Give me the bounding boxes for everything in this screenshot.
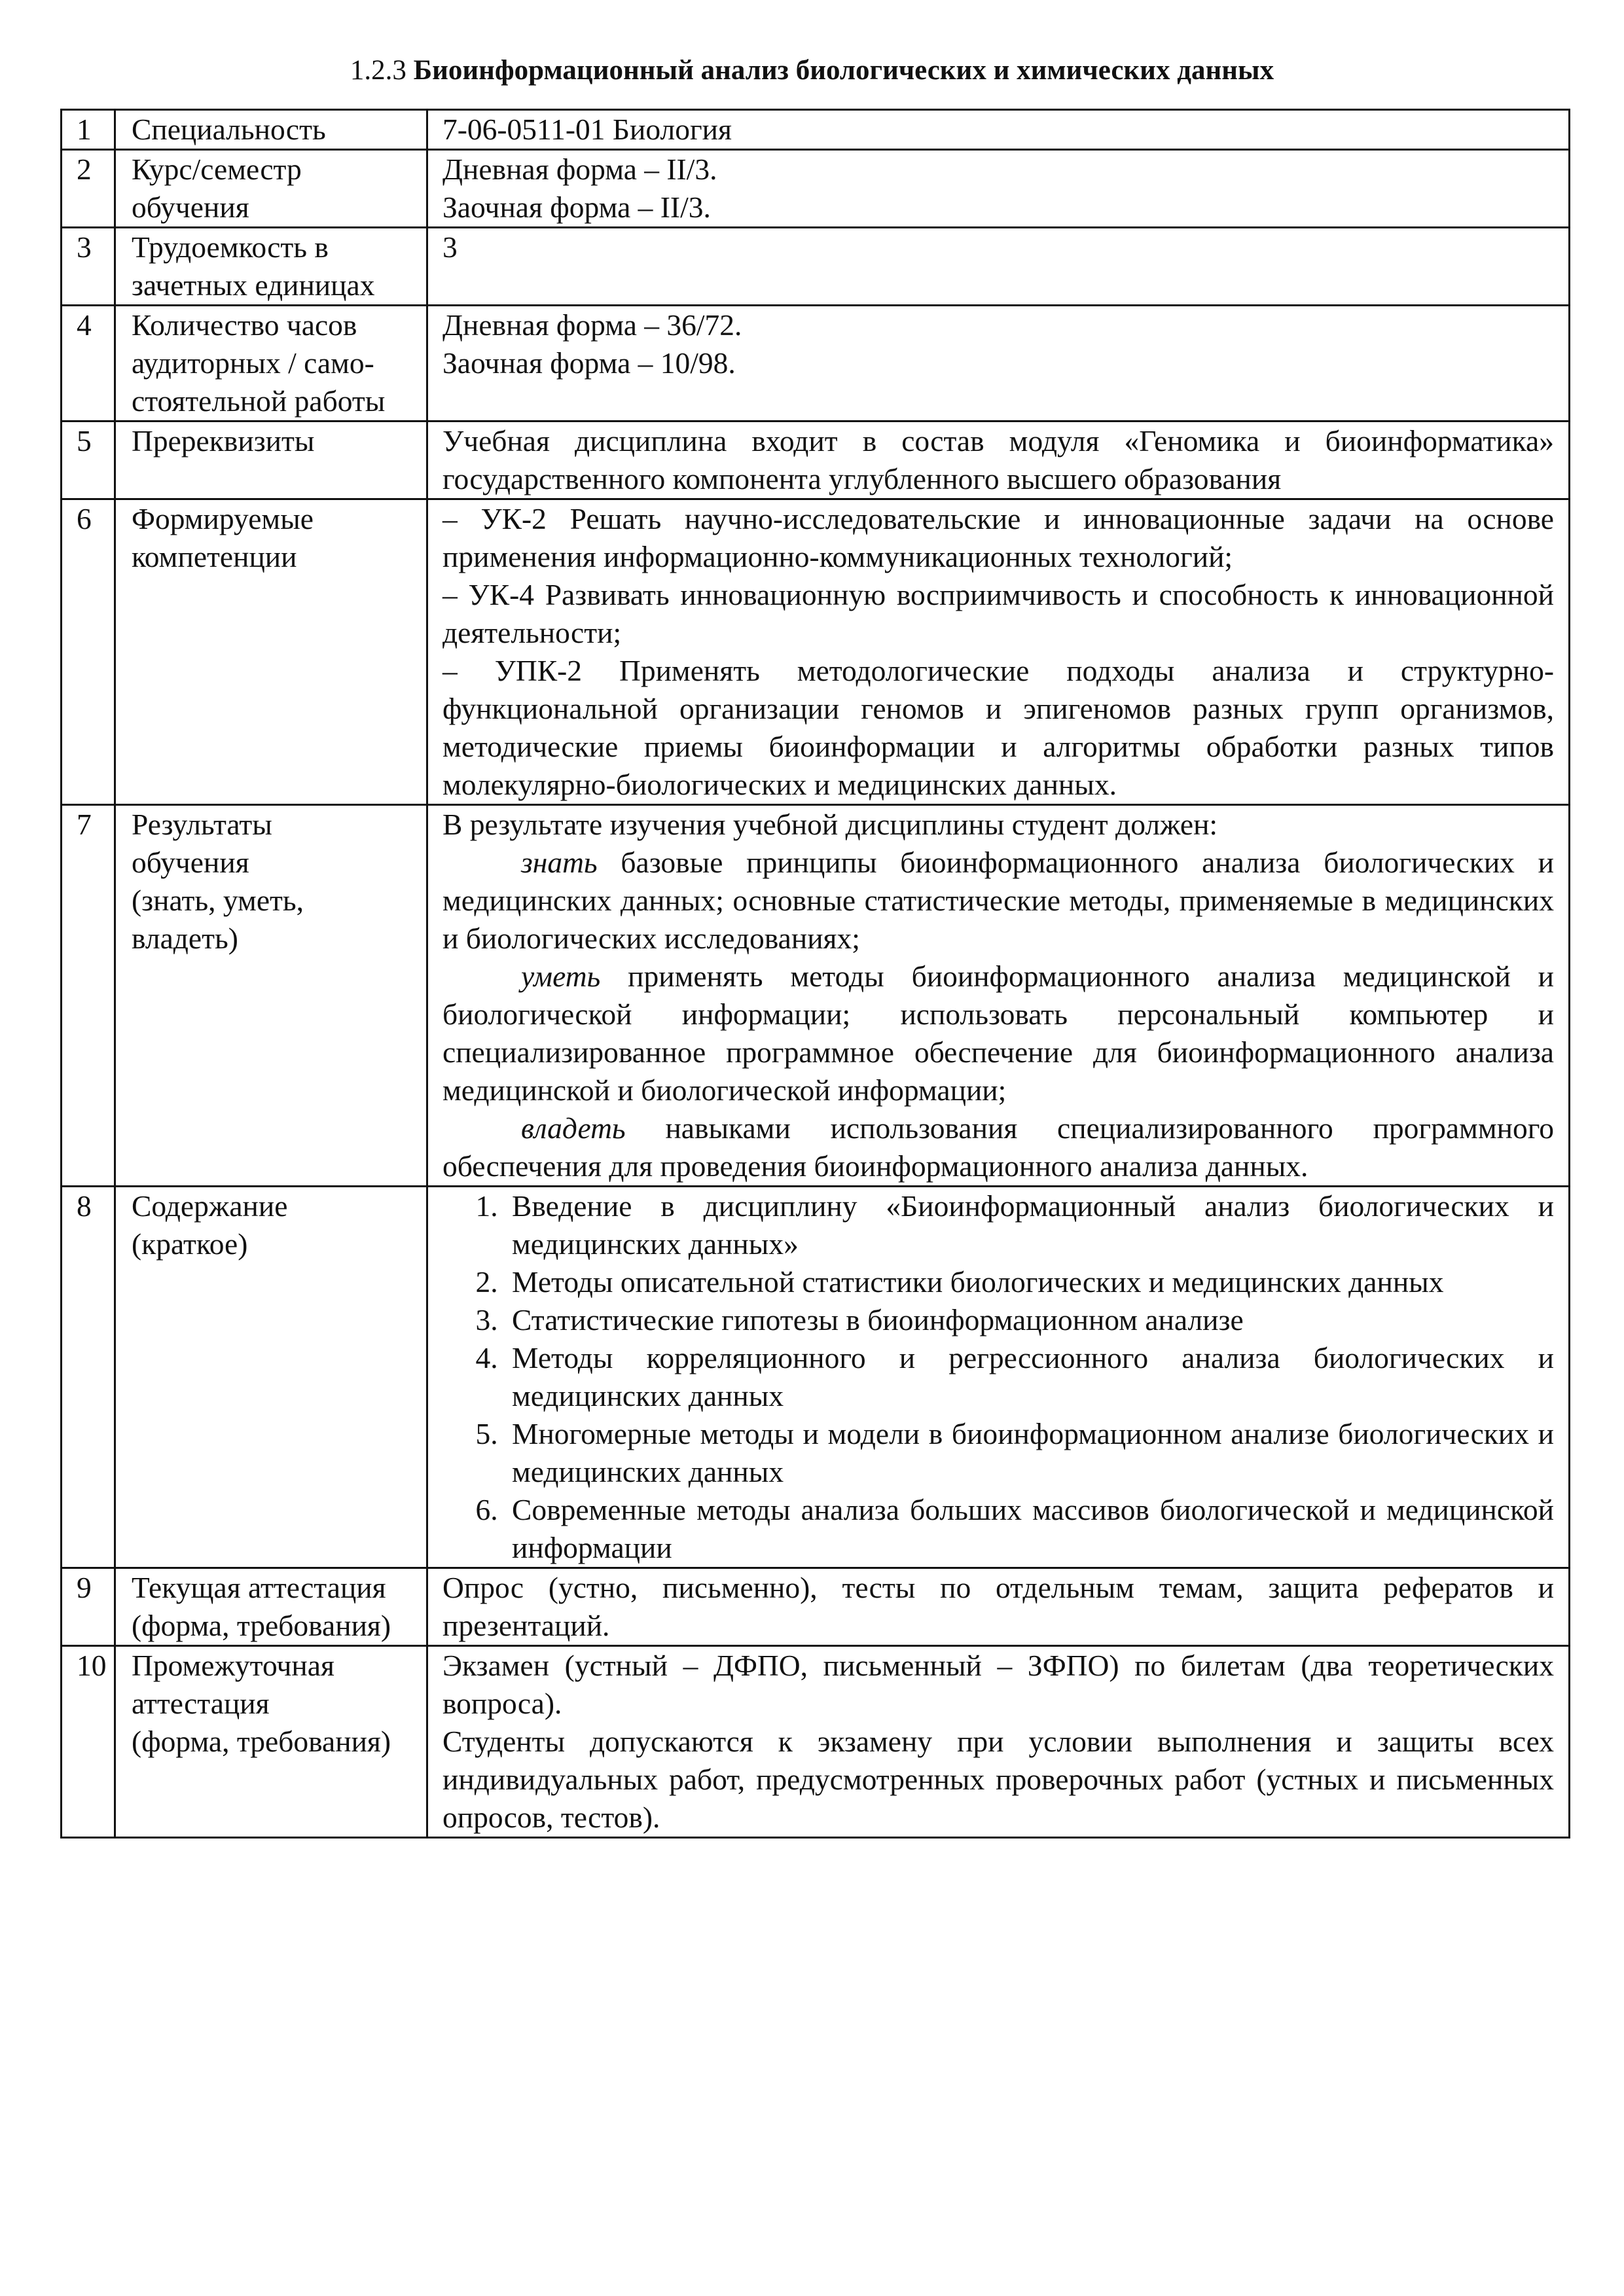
label-line: Пререквизиты [132,424,315,457]
value-line: Заочная форма – II/3. [442,190,711,224]
value-line: 7-06-0511-01 Биология [442,113,732,146]
row-number: 3 [62,228,115,306]
label-line: аудиторных / само- [132,346,374,380]
row-label [115,306,427,422]
row-value [427,1187,1570,1568]
label-line: аттестация [132,1687,270,1720]
label-line: Результаты [132,808,272,841]
row-value [427,228,1570,306]
table-row [62,1568,1570,1646]
list-item: 1. Введение в дисциплину «Биоинформационный анализ биологических и медицинских данных» [505,1187,1554,1263]
outcome-can [442,958,1554,1109]
label-line: обучения [132,190,249,224]
section-title [0,52,1624,89]
row-value [427,110,1570,150]
row-label [115,228,427,306]
label-line: Курс/семестр [132,152,302,186]
competence-item: – УПК-2 Применять методологические подходы анализа и структурно-функциональной организации геномов и эпигеномов разных групп организмов, методические приемы биоинформации и алгоритмы обработки разных типов молекулярно-биологических и медицинских данных. [442,654,1554,801]
row-label [115,422,427,499]
list-item: 5. Многомерные методы и модели в биоинформационном анализе биологических и медицинских данных [505,1415,1554,1491]
content-list [442,1187,1554,1567]
outcome-know [442,844,1554,958]
row-value [427,1568,1570,1646]
value-line: Заочная форма – 10/98. [442,346,736,380]
outcome-text: навыками использования специализированного программного обеспечения для проведения биоинформационного анализа данных. [442,1111,1554,1183]
table-row [62,1187,1570,1568]
table-row [62,110,1570,150]
label-line: Содержание [132,1189,288,1223]
competence-item: – УК-4 Развивать инновационную восприимчивость и способность к инновационной деятельности; [442,578,1554,649]
row-number: 4 [62,306,115,422]
list-item: 6. Современные методы анализа больших массивов биологической и медицинской информации [505,1491,1554,1567]
row-value [427,422,1570,499]
course-info-table [60,109,1570,1839]
label-line: зачетных единицах [132,268,375,302]
list-item: 2. Методы описательной статистики биологических и медицинских данных [505,1263,1554,1301]
label-line: Текущая аттестация [132,1571,386,1604]
label-line: (краткое) [132,1227,248,1261]
outcome-text: применять методы биоинформационного анализа медицинской и биологической информации; использовать персональный компьютер и специализированное программное обеспечение для биоинформационного анализа медицинской и биологической информации; [442,960,1554,1107]
row-value [427,805,1570,1187]
value-line: 3 [442,230,458,264]
outcome-master [442,1109,1554,1185]
label-line: (форма, требования) [132,1609,391,1642]
label-line: компетенции [132,540,297,573]
row-value [427,1646,1570,1838]
table-row [62,306,1570,422]
outcome-keyword: владеть [521,1111,626,1145]
section-number: 1.2.3 [350,55,406,86]
row-value [427,306,1570,422]
learning-outcomes-intro: В результате изучения учебной дисциплины студент должен: [442,808,1218,841]
label-line: (форма, требования) [132,1725,391,1758]
row-number: 10 [62,1646,115,1838]
row-label [115,110,427,150]
row-number: 6 [62,499,115,805]
outcome-keyword: уметь [521,960,601,993]
value-paragraph: Студенты допускаются к экзамену при условии выполнения и защиты всех индивидуальных работ, предусмотренных проверочных работ (устных и письменных опросов, тестов). [442,1725,1554,1834]
list-item: 4. Методы корреляционного и регрессионного анализа биологических и медицинских данных [505,1339,1554,1415]
table-row [62,805,1570,1187]
row-label [115,499,427,805]
value-paragraph: Опрос (устно, письменно), тесты по отдельным темам, защита рефератов и презентаций. [442,1571,1554,1642]
row-number: 9 [62,1568,115,1646]
label-line: стоятельной работы [132,384,386,418]
row-value [427,499,1570,805]
outcome-text: базовые принципы биоинформационного анализа биологических и медицинских данных; основные статистические методы, применяемые в медицинских и биологических исследованиях; [442,846,1554,955]
label-line: (знать, уметь, [132,884,304,917]
list-item: 3. Статистические гипотезы в биоинформационном анализе [505,1301,1554,1339]
value-line: Дневная форма – 36/72. [442,308,742,342]
competence-item: – УК-2 Решать научно-исследовательские и инновационные задачи на основе применения информационно-коммуникационных технологий; [442,502,1554,573]
table-row [62,150,1570,228]
label-line: Формируемые [132,502,314,535]
row-label [115,1646,427,1838]
label-line: обучения [132,846,249,879]
row-value [427,150,1570,228]
value-paragraph: Учебная дисциплина входит в состав модуля «Геномика и биоинформатика» государственного компонента углубленного высшего образования [442,424,1554,495]
label-line: Специальность [132,113,326,146]
value-line: Дневная форма – II/3. [442,152,717,186]
row-number: 1 [62,110,115,150]
table-row [62,422,1570,499]
label-line: Количество часов [132,308,357,342]
label-line: Промежуточная [132,1649,334,1682]
row-label [115,150,427,228]
row-number: 7 [62,805,115,1187]
table-row [62,499,1570,805]
label-line: Трудоемкость в [132,230,329,264]
table-row [62,228,1570,306]
outcome-keyword: знать [521,846,598,879]
row-label [115,1568,427,1646]
section-heading: Биоинформационный анализ биологических и химических данных [413,55,1274,86]
row-number: 5 [62,422,115,499]
row-number: 2 [62,150,115,228]
row-number: 8 [62,1187,115,1568]
row-label [115,805,427,1187]
table-row [62,1646,1570,1838]
row-label [115,1187,427,1568]
label-line: владеть) [132,922,238,955]
value-paragraph: Экзамен (устный – ДФПО, письменный – ЗФПО) по билетам (два теоретических вопроса). [442,1649,1554,1720]
